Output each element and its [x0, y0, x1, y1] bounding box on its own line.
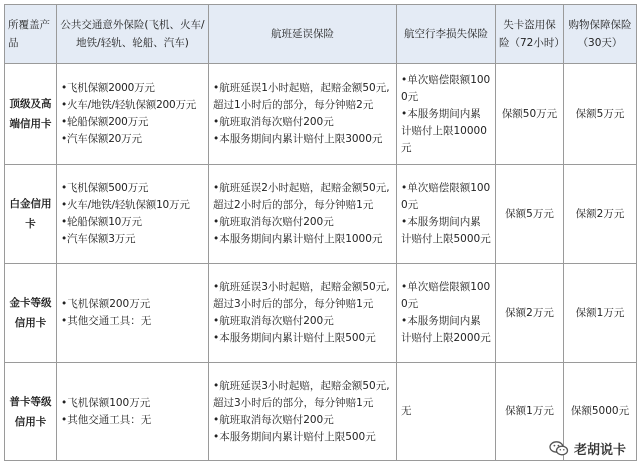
- list-item: •本服务期间内累计赔付上限2000元: [401, 315, 491, 344]
- luggage-cell: [397, 264, 496, 363]
- list-item: •航班延误3小时起赔，起赔金额50元,超过3小时后的部分，每分钟赔1元: [213, 281, 390, 310]
- flight-delay-cell: [209, 363, 397, 461]
- insurance-comparison-table: [4, 4, 637, 461]
- transport-cell: [57, 264, 209, 363]
- list-item: •单次赔偿限额1000元: [401, 73, 491, 103]
- header-card-theft: 失卡盗用保险（72小时）: [496, 5, 564, 64]
- watermark: [549, 439, 626, 458]
- luggage-cell: 无: [397, 363, 496, 461]
- luggage-cell: [397, 64, 496, 165]
- shopping-cell: 保额2万元: [564, 165, 637, 264]
- tier-label: 白金信用卡: [5, 165, 57, 264]
- card-theft-cell: 保额1万元: [496, 363, 564, 461]
- list-item: •单次赔偿限额1000元: [401, 281, 491, 310]
- watermark-text: 老胡说卡: [573, 443, 626, 458]
- flight-delay-cell: [209, 165, 397, 264]
- list-item: •单次赔偿限额1000元: [401, 182, 491, 211]
- header-product: 所覆盖产品: [5, 5, 57, 64]
- list-item: •其他交通工具：无: [61, 413, 152, 426]
- list-item: •飞机保额500万元: [61, 182, 149, 194]
- luggage-cell: [397, 165, 496, 264]
- list-item: •航班延误2小时起赔，起赔金额50元,超过2小时后的部分，每分钟赔1元: [213, 182, 390, 211]
- list-item: •汽车保额20万元: [61, 133, 142, 145]
- transport-cell: [57, 64, 209, 165]
- transport-cell: [57, 165, 209, 264]
- card-theft-cell: 保额50万元: [496, 64, 564, 165]
- list-item: •航班取消每次赔付200元: [213, 116, 334, 128]
- flight-delay-cell: [209, 64, 397, 165]
- header-luggage: 航空行李损失保险: [397, 5, 496, 64]
- header-shopping: 购物保障保险（30天）: [564, 5, 637, 64]
- card-theft-cell: 保额2万元: [496, 264, 564, 363]
- tier-label: 金卡等级信用卡: [5, 264, 57, 363]
- list-item: •本服务期间内累计赔付上限500元: [213, 332, 376, 344]
- list-item: •航班取消每次赔付200元: [213, 216, 334, 228]
- shopping-cell: 保额5万元: [564, 64, 637, 165]
- table-row: [5, 363, 637, 461]
- list-item: •本服务期间内累计赔付上限500元: [213, 430, 376, 443]
- list-item: •其他交通工具：无: [61, 315, 152, 327]
- flight-delay-cell: [209, 264, 397, 363]
- list-item: •汽车保额3万元: [61, 233, 136, 245]
- table-row: [5, 165, 637, 264]
- list-item: •航班取消每次赔付200元: [213, 413, 334, 426]
- list-item: •本服务期间内累计赔付上限3000元: [213, 133, 383, 145]
- tier-label: 普卡等级信用卡: [5, 363, 57, 461]
- list-item: •本服务期间内累计赔付上限5000元: [401, 216, 491, 245]
- table-row: [5, 64, 637, 165]
- list-item: •轮船保额10万元: [61, 216, 142, 228]
- list-item: •本服务期间内累计赔付上限1000元: [213, 233, 383, 245]
- list-item: •航班延误3小时起赔，起赔金额50元,超过3小时后的部分，每分钟赔1元: [213, 379, 390, 409]
- list-item: •航班延误1小时起赔，起赔金额50元,超过1小时后的部分，每分钟赔2元: [213, 82, 390, 111]
- shopping-cell: 保额1万元: [564, 264, 637, 363]
- table-row: [5, 264, 637, 363]
- list-item: •火车/地铁/轻轨保额10万元: [61, 199, 190, 211]
- header-flight-delay: 航班延误保险: [209, 5, 397, 64]
- list-item: •飞机保额200万元: [61, 298, 151, 310]
- card-theft-cell: 保额5万元: [496, 165, 564, 264]
- list-item: •火车/地铁/轻轨保额200万元: [61, 99, 197, 111]
- header-transport: 公共交通意外保险(飞机、火车/地铁/轻轨、轮船、汽车): [57, 5, 209, 64]
- shopping-cell: 保额5000元: [564, 363, 637, 461]
- transport-cell: [57, 363, 209, 461]
- list-item: •轮船保额200万元: [61, 116, 149, 128]
- wechat-icon: [549, 440, 569, 457]
- list-item: •飞机保额100万元: [61, 396, 151, 409]
- list-item: •航班取消每次赔付200元: [213, 315, 334, 327]
- list-item: •飞机保额2000万元: [61, 82, 155, 94]
- tier-label: 顶级及高端信用卡: [5, 64, 57, 165]
- header-row: [5, 5, 637, 64]
- list-item: •本服务期间内累计赔付上限10000元: [401, 107, 487, 154]
